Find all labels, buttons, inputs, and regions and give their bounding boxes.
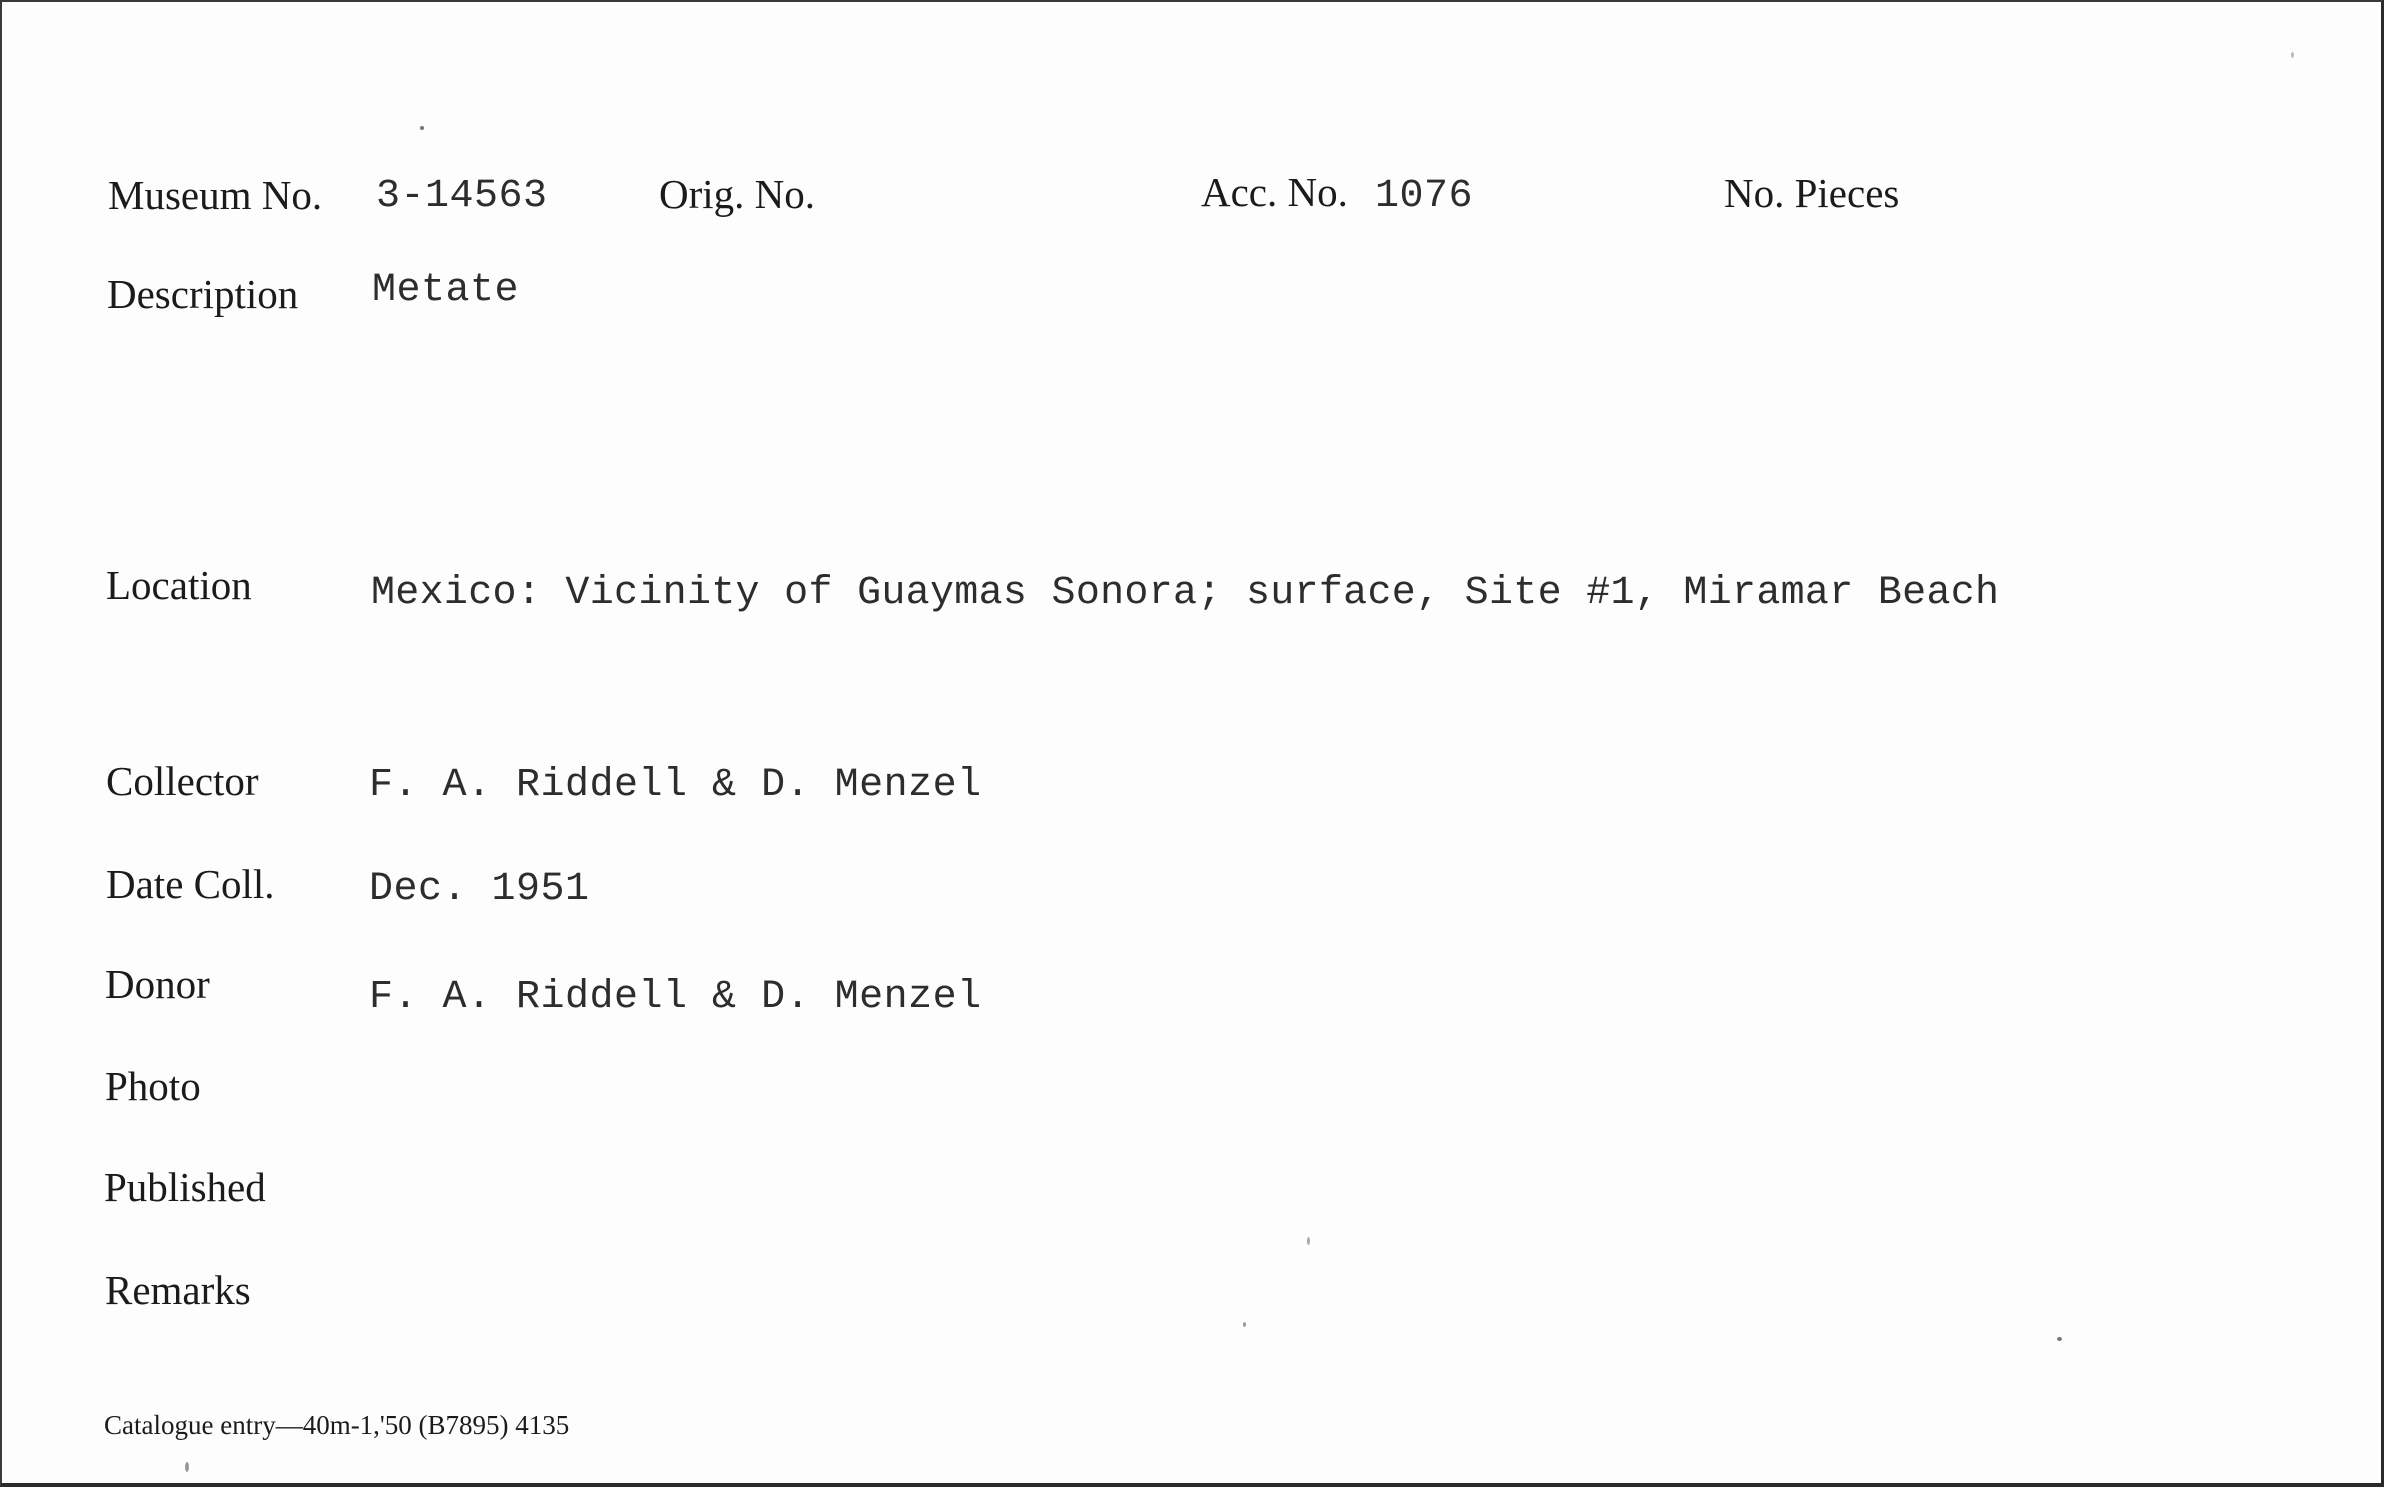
- dust-speck: [1307, 1237, 1310, 1245]
- description-value: Metate: [372, 268, 520, 313]
- orig-no-label: Orig. No.: [659, 171, 816, 217]
- dust-speck: [1243, 1322, 1246, 1327]
- acc-no-value: 1076: [1375, 174, 1474, 219]
- description-label: Description: [107, 271, 299, 317]
- dust-speck: [2057, 1337, 2062, 1341]
- no-pieces-label: No. Pieces: [1724, 170, 1900, 216]
- remarks-label: Remarks: [105, 1267, 251, 1313]
- museum-no-value: 3-14563: [376, 174, 548, 219]
- donor-value: F. A. Riddell & D. Menzel: [369, 975, 982, 1020]
- collector-value: F. A. Riddell & D. Menzel: [369, 763, 982, 808]
- donor-label: Donor: [105, 961, 210, 1007]
- acc-no-label: Acc. No.: [1201, 169, 1348, 215]
- date-coll-value: Dec. 1951: [369, 867, 590, 912]
- published-label: Published: [104, 1164, 266, 1210]
- date-coll-label: Date Coll.: [106, 861, 275, 907]
- dust-speck: [185, 1462, 189, 1472]
- dust-speck: [420, 126, 424, 130]
- location-value: Mexico: Vicinity of Guaymas Sonora; surface, Site #1, Miramar Beach: [371, 571, 2000, 616]
- collector-label: Collector: [106, 758, 259, 804]
- photo-label: Photo: [105, 1063, 201, 1109]
- dust-speck: [2291, 52, 2294, 58]
- location-label: Location: [106, 562, 252, 608]
- catalogue-entry-footer: Catalogue entry—40m-1,'50 (B7895) 4135: [104, 1410, 570, 1440]
- museum-no-label: Museum No.: [108, 172, 323, 218]
